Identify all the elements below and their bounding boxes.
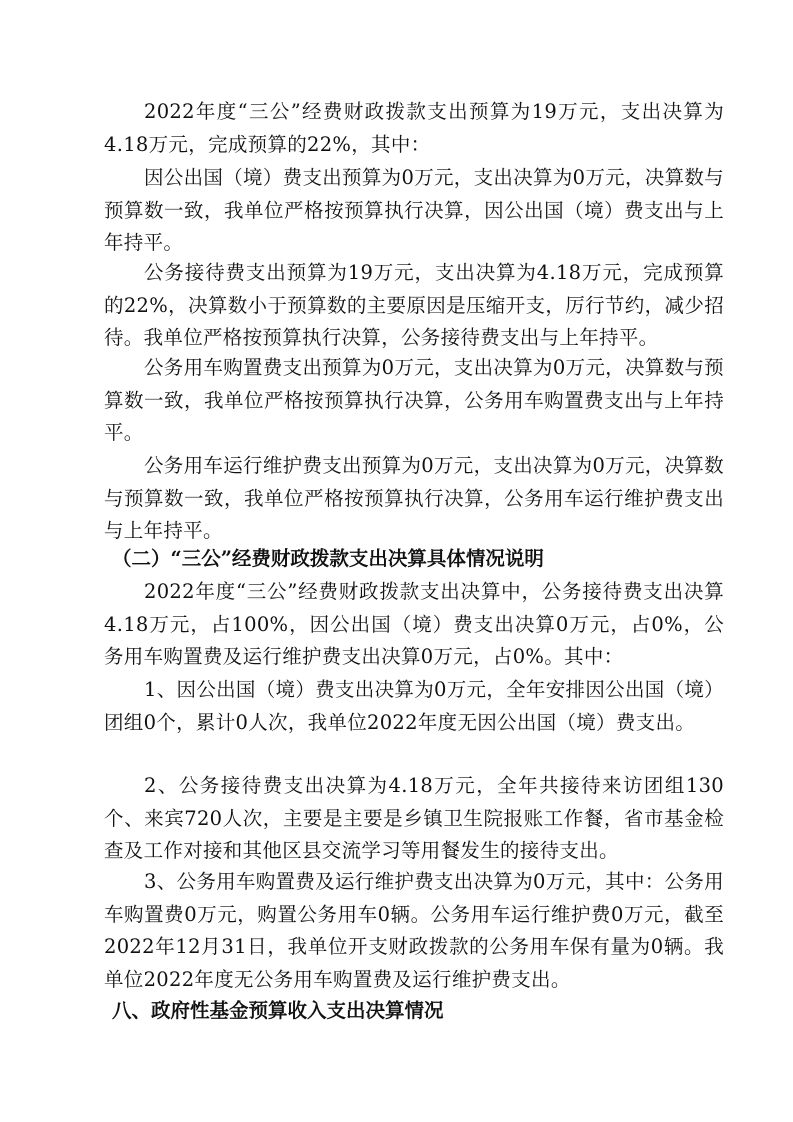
paragraph-item-3: 3、公务用车购置费及运行维护费支出决算为0万元，其中：公务用车购置费0万元，购置公务用车0辆。公务用车运行维护费0万元，截至2022年12月31日，我单位开支财政拨款的公务用车保有量为0辆。我单位2022年度无公务用车购置费及运行维护费支出。 xyxy=(104,870,724,991)
section-heading-government-fund: 八、政府性基金预算收入支出决算情况 xyxy=(112,999,444,1022)
paragraph-vehicle-maintenance: 公务用车运行维护费支出预算为0万元，支出决算为0万元，决算数与预算数一致，我单位严格按预算执行决算，公务用车运行维护费支出与上年持平。 xyxy=(104,454,724,542)
paragraph-item-2: 2、公务接待费支出决算为4.18万元，全年共接待来访团组130个、来宾720人次，主要是主要是乡镇卫生院报账工作餐，省市基金检查及工作对接和其他区县交流学习等用餐发生的接待支出。 xyxy=(104,774,724,862)
paragraph-final-accounts-summary: 2022年度“三公”经费财政拨款支出决算中，公务接待费支出决算4.18万元，占100%，因公出国（境）费支出决算0万元，占0%，公务用车购置费及运行维护费支出决算0万元，占0%。其中： xyxy=(104,580,724,668)
paragraph-item-1: 1、因公出国（境）费支出决算为0万元，全年安排因公出国（境）团组0个，累计0人次，我单位2022年度无因公出国（境）费支出。 xyxy=(104,678,724,734)
paragraph-overseas-travel: 因公出国（境）费支出预算为0万元，支出决算为0万元，决算数与预算数一致，我单位严格按预算执行决算，因公出国（境）费支出与上年持平。 xyxy=(104,166,724,254)
paragraph-budget-summary: 2022年度“三公”经费财政拨款支出预算为19万元，支出决算为4.18万元，完成预算的22%，其中： xyxy=(104,100,724,156)
section-heading-details: （二）“三公”经费财政拨款支出决算具体情况说明 xyxy=(112,547,544,570)
paragraph-reception: 公务接待费支出预算为19万元，支出决算为4.18万元，完成预算的22%，决算数小于预算数的主要原因是压缩开支，厉行节约，减少招待。我单位严格按预算执行决算，公务接待费支出与上年持平。 xyxy=(104,261,724,349)
paragraph-vehicle-purchase: 公务用车购置费支出预算为0万元，支出决算为0万元，决算数与预算数一致，我单位严格按预算执行决算，公务用车购置费支出与上年持平。 xyxy=(104,356,724,444)
